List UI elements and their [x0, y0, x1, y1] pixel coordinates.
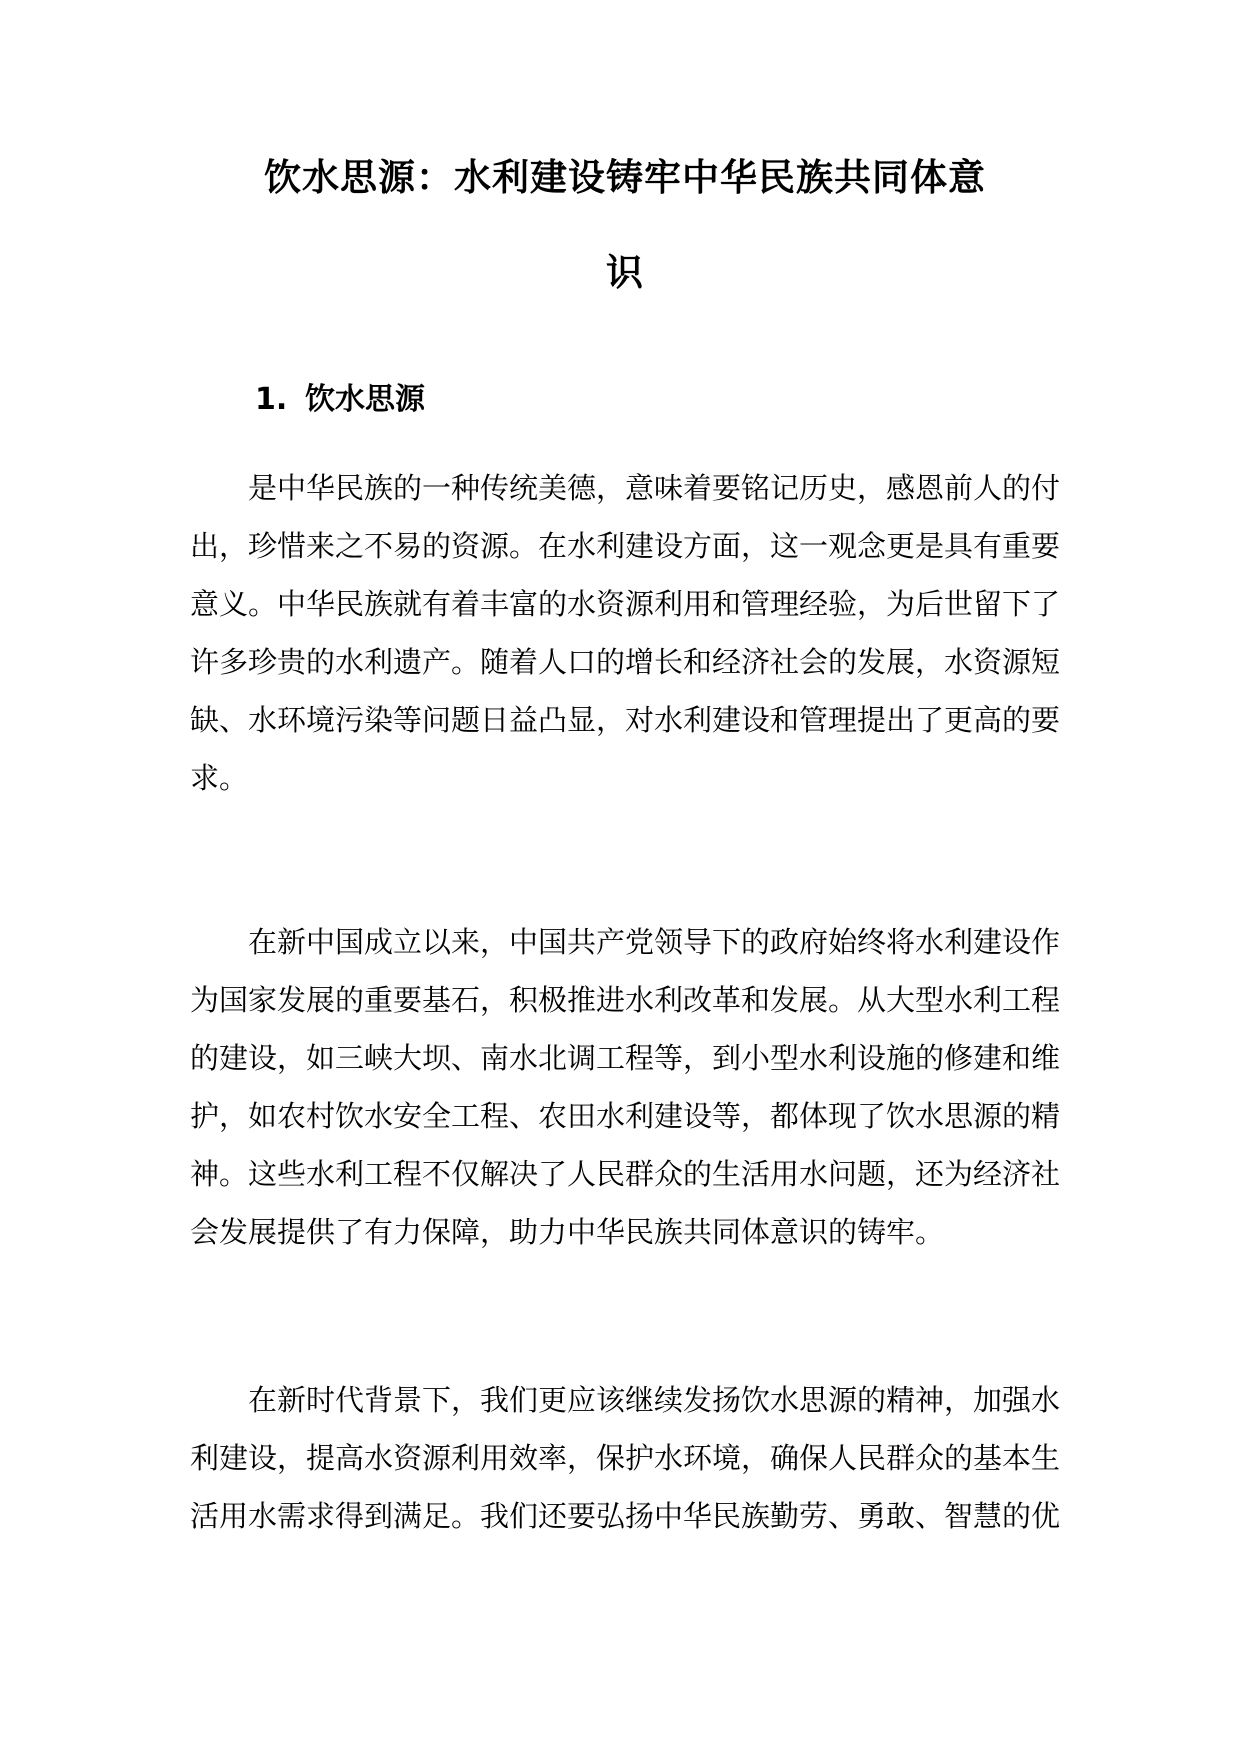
section-heading-text: 饮水思源	[305, 382, 425, 417]
document-title-line-2: 识	[606, 251, 644, 294]
section-number: 1.	[255, 382, 288, 417]
section-heading	[255, 380, 425, 420]
paragraph-3: 在新时代背景下，我们更应该继续发扬饮水思源的精神，加强水利建设，提高水资源利用效率，保护水环境，确保人民群众的基本生活用水需求得到满足。我们还要弘扬中华民族勤劳、勇敢、智慧的优	[190, 1383, 1061, 1533]
paragraph-1: 是中华民族的一种传统美德，意味着要铭记历史，感恩前人的付出，珍惜来之不易的资源。在水利建设方面，这一观念更是具有重要意义。中华民族就有着丰富的水资源利用和管理经验，为后世留下了许多珍贵的水利遗产。随着人口的增长和经济社会的发展，水资源短缺、水环境污染等问题日益凸显，对水利建设和管理提出了更高的要求。	[190, 471, 1061, 795]
document-title-line-1: 饮水思源：水利建设铸牢中华民族共同体意	[264, 156, 986, 199]
paragraph-2: 在新中国成立以来，中国共产党领导下的政府始终将水利建设作为国家发展的重要基石，积极推进水利改革和发展。从大型水利工程的建设，如三峡大坝、南水北调工程等，到小型水利设施的修建和维护，如农村饮水安全工程、农田水利建设等，都体现了饮水思源的精神。这些水利工程不仅解决了人民群众的生活用水问题，还为经济社会发展提供了有力保障，助力中华民族共同体意识的铸牢。	[190, 925, 1061, 1249]
